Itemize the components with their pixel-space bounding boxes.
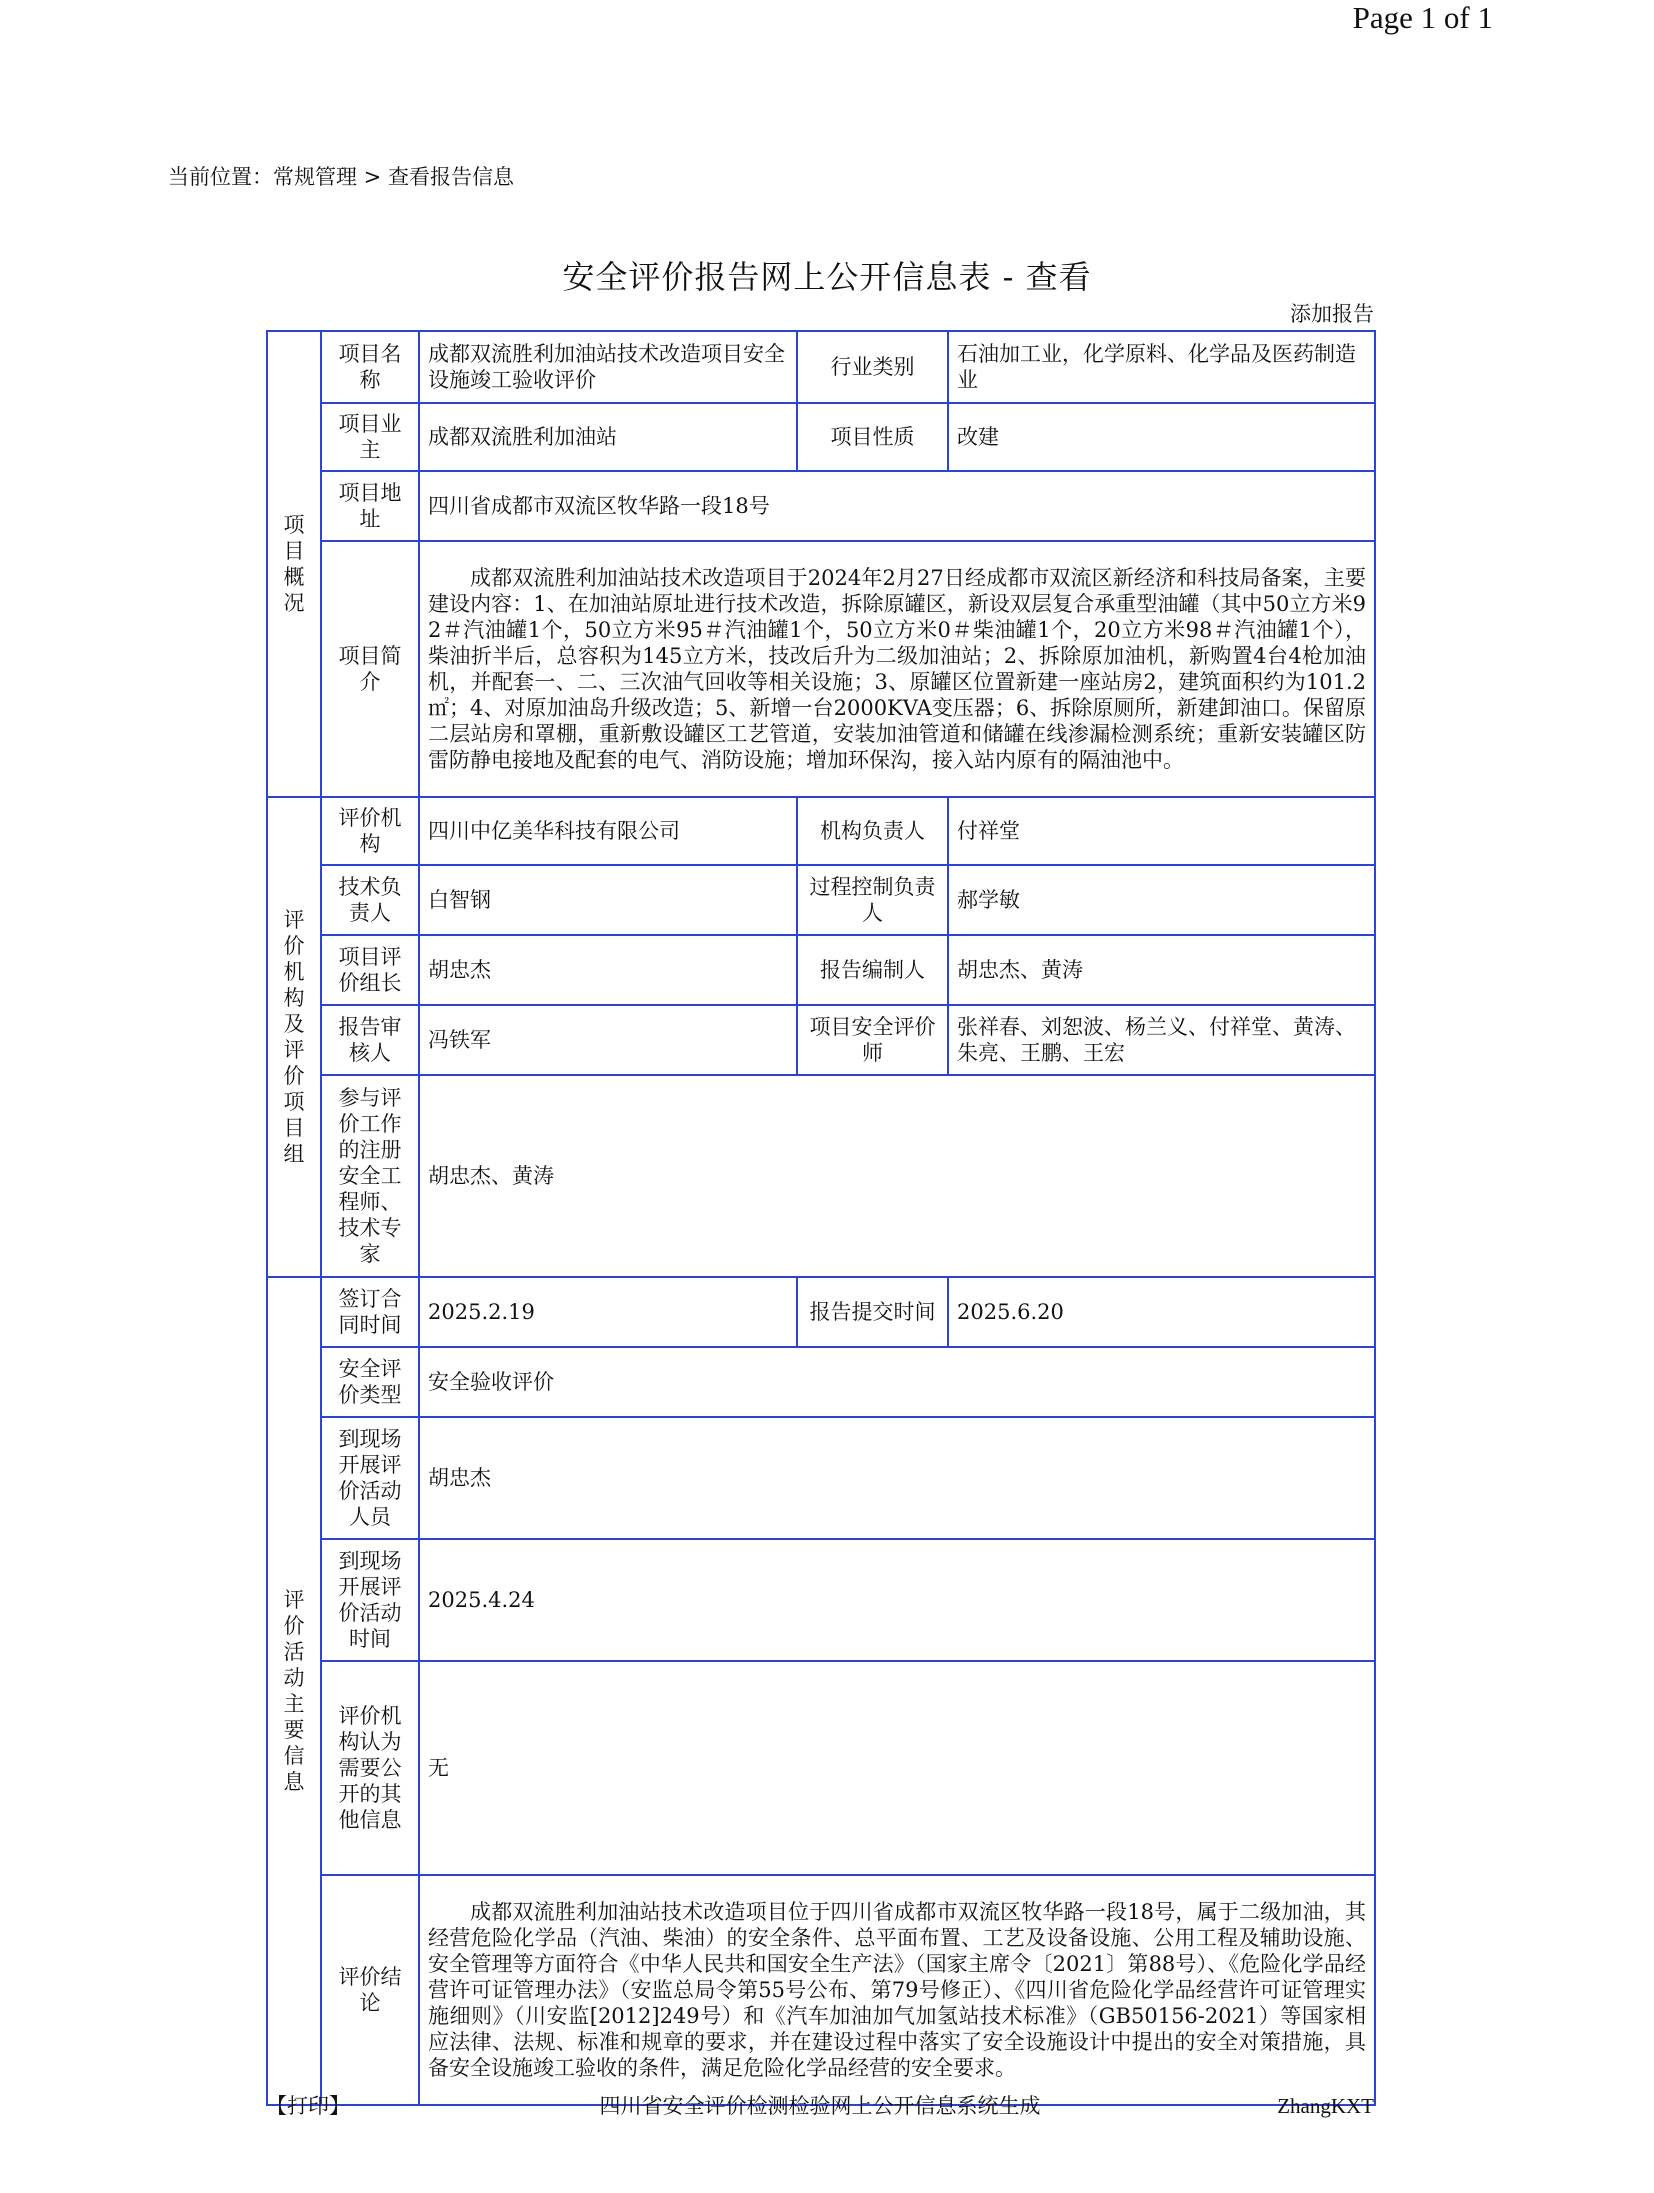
add-report-link[interactable]: 添加报告 [1290, 302, 1374, 326]
label-team-leader: 项目评价组长 [321, 935, 419, 1005]
section-activity-label: 评价活动主要信息 [283, 1588, 305, 1794]
value-process-head: 郝学敏 [948, 865, 1375, 935]
label-reviewer: 报告审核人 [321, 1005, 419, 1075]
value-evaluators: 张祥春、刘恕波、杨兰义、付祥堂、黄涛、朱亮、王鹏、王宏 [948, 1005, 1375, 1075]
label-address: 项目地址 [321, 471, 419, 541]
label-report-author: 报告编制人 [797, 935, 948, 1005]
label-eval-org: 评价机构 [321, 797, 419, 865]
label-eval-type: 安全评价类型 [321, 1347, 419, 1417]
value-other-info: 无 [419, 1661, 1375, 1875]
label-intro: 项目简介 [321, 541, 419, 797]
label-tech-head: 技术负责人 [321, 865, 419, 935]
label-evaluators: 项目安全评价师 [797, 1005, 948, 1075]
label-participants: 参与评价工作的注册安全工程师、技术专家 [321, 1075, 419, 1277]
value-org-head: 付祥堂 [948, 797, 1375, 865]
label-site-time: 到现场开展评价活动时间 [321, 1539, 419, 1661]
value-project-name: 成都双流胜利加油站技术改造项目安全设施竣工验收评价 [419, 331, 797, 403]
section-org-label: 评价机构及评价项目组 [283, 908, 305, 1166]
label-submit-date: 报告提交时间 [797, 1277, 948, 1347]
value-site-people: 胡忠杰 [419, 1417, 1375, 1539]
value-address: 四川省成都市双流区牧华路一段18号 [419, 471, 1375, 541]
label-other-info: 评价机构认为需要公开的其他信息 [321, 1661, 419, 1875]
value-submit-date: 2025.6.20 [948, 1277, 1375, 1347]
label-nature: 项目性质 [797, 403, 948, 471]
value-report-author: 胡忠杰、黄涛 [948, 935, 1375, 1005]
page-number: Page 1 of 1 [1352, 0, 1493, 35]
section-activity [267, 1277, 321, 2105]
value-conclusion-text: 成都双流胜利加油站技术改造项目位于四川省成都市双流区牧华路一段18号，属于二级加油，其经营危险化学品（汽油、柴油）的安全条件、总平面布置、工艺及设备设施、公用工程及辅助设施、安全管理等方面符合《中华人民共和国安全生产法》（国家主席令〔2021〕第88号）、《危险化学品经营许可证管理办法》（安监总局令第55号公布、第79号修正）、《四川省危险化学品经营许可证管理实施细则》（川安监[2012]249号）和《汽车加油加气加氢站技术标准》（GB50156-2021）等国家相应法律、法规、标准和规章的要求，并在建设过程中落实了安全设施设计中提出的安全对策措施，具备安全设施竣工验收的条件，满足危险化学品经营的安全要求。 [428, 1900, 1366, 2080]
label-site-people: 到现场开展评价活动人员 [321, 1417, 419, 1539]
label-project-name: 项目名称 [321, 331, 419, 403]
section-overview [267, 331, 321, 797]
label-industry: 行业类别 [797, 331, 948, 403]
value-eval-type: 安全验收评价 [419, 1347, 1375, 1417]
value-intro-text: 成都双流胜利加油站技术改造项目于2024年2月27日经成都市双流区新经济和科技局备案，主要建设内容：1、在加油站原址进行技术改造，拆除原罐区，新设双层复合承重型油罐（其中50立方米92＃汽油罐1个，50立方米95＃汽油罐1个，50立方米0＃柴油罐1个，20立方米98＃汽油罐1个），柴油折半后，总容积为145立方米，技改后升为二级加油站；2、拆除原加油机，新购置4台4枪加油机，并配套一、二、三次油气回收等相关设施；3、原罐区位置新建一座站房2，建筑面积约为101.2㎡；4、对原加油岛升级改造；5、新增一台2000KVA变压器；6、拆除原厕所，新建卸油口。保留原二层站房和罩棚，重新敷设罐区工艺管道，安装加油管道和储罐在线渗漏检测系统；重新安装罐区防雷防静电接地及配套的电气、消防设施；增加环保沟，接入站内原有的隔油池中。 [428, 566, 1366, 772]
print-button[interactable]: 【打印】 [266, 2094, 350, 2118]
value-site-time: 2025.4.24 [419, 1539, 1375, 1661]
page-title: 安全评价报告网上公开信息表 - 查看 [562, 258, 1092, 296]
value-eval-org: 四川中亿美华科技有限公司 [419, 797, 797, 865]
value-nature: 改建 [948, 403, 1375, 471]
label-sign-date: 签订合同时间 [321, 1277, 419, 1347]
breadcrumb: 当前位置：常规管理 > 查看报告信息 [168, 165, 514, 189]
label-owner: 项目业主 [321, 403, 419, 471]
value-conclusion [419, 1875, 1375, 2105]
section-org [267, 797, 321, 1277]
label-conclusion: 评价结论 [321, 1875, 419, 2105]
label-process-head: 过程控制负责人 [797, 865, 948, 935]
system-credit: 四川省安全评价检测检验网上公开信息系统生成 [599, 2094, 1041, 2118]
footer [266, 2091, 1374, 2121]
value-reviewer: 冯铁军 [419, 1005, 797, 1075]
value-owner: 成都双流胜利加油站 [419, 403, 797, 471]
value-tech-head: 白智钢 [419, 865, 797, 935]
section-overview-label: 项目概况 [283, 513, 305, 615]
label-org-head: 机构负责人 [797, 797, 948, 865]
value-team-leader: 胡忠杰 [419, 935, 797, 1005]
value-sign-date: 2025.2.19 [419, 1277, 797, 1347]
value-intro [419, 541, 1375, 797]
username: ZhangKXT [1277, 2094, 1374, 2118]
value-industry: 石油加工业，化学原料、化学品及医药制造业 [948, 331, 1375, 403]
info-table [266, 330, 1376, 2106]
value-participants: 胡忠杰、黄涛 [419, 1075, 1375, 1277]
